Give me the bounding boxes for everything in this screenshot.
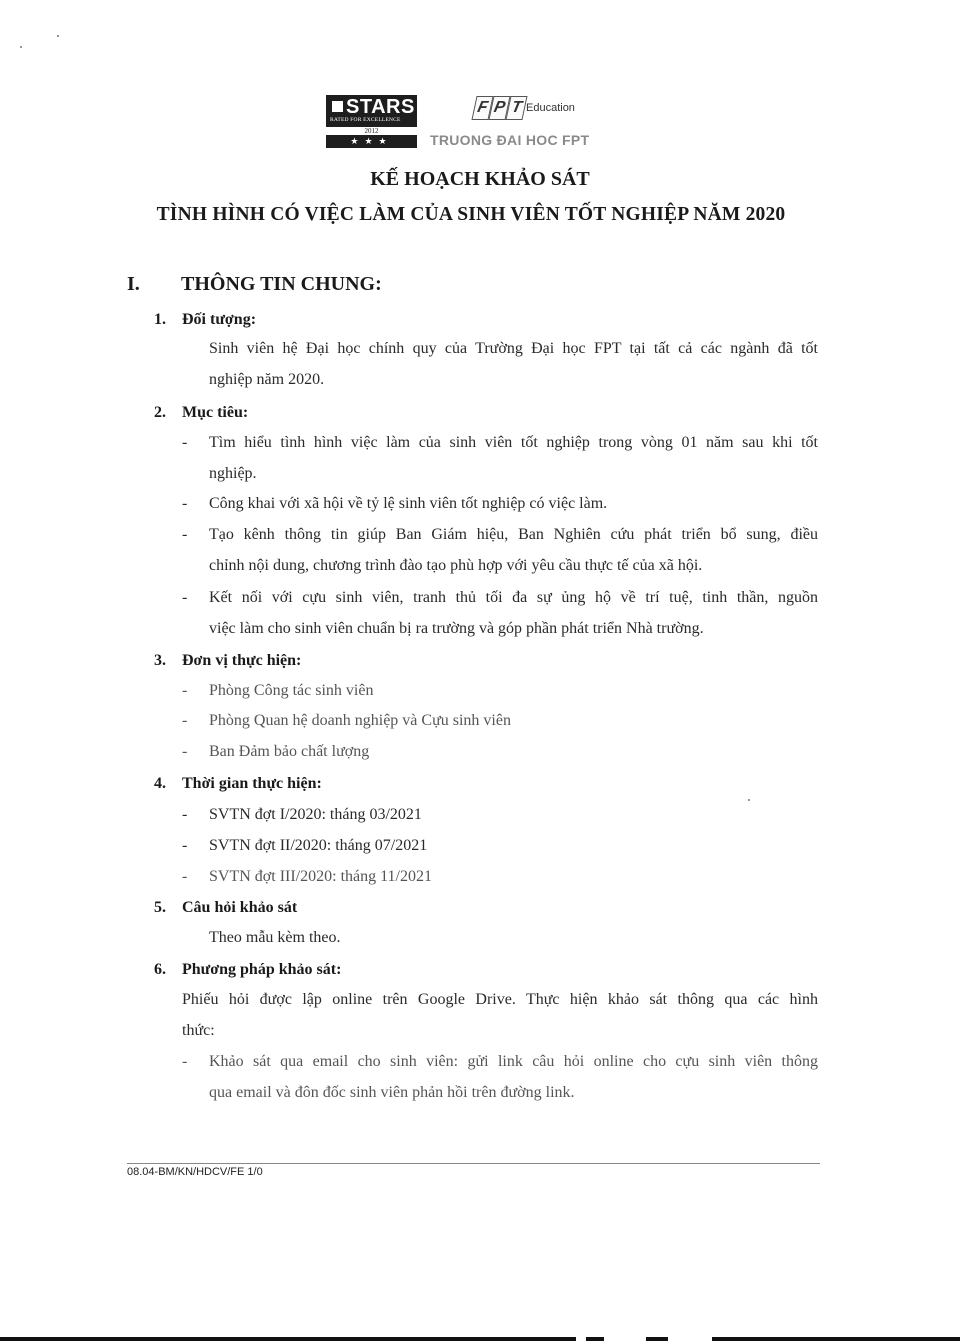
scan-speck bbox=[748, 799, 750, 801]
bullet-dash: - bbox=[182, 868, 188, 885]
unit-item: Phòng Quan hệ doanh nghiệp và Cựu sinh viên bbox=[209, 712, 511, 729]
target-text-line: Sinh viên hệ Đại học chính quy của Trường Đại học FPT tại tất cả các ngành đã tốt bbox=[209, 340, 818, 357]
fpt-letter-t: T bbox=[505, 96, 527, 120]
item-number-2: 2. bbox=[154, 404, 166, 421]
stars-year: 2012 bbox=[364, 127, 379, 135]
schedule-item: SVTN đợt I/2020: tháng 03/2021 bbox=[209, 806, 422, 823]
objective-line: Kết nối với cựu sinh viên, tranh thủ tối đa sự ủng hộ về trí tuệ, tinh thần, nguồn bbox=[209, 589, 818, 606]
objective-line: việc làm cho sinh viên chuẩn bị ra trường và góp phần phát triển Nhà trường. bbox=[209, 620, 704, 637]
section-heading: THÔNG TIN CHUNG: bbox=[181, 273, 382, 295]
method-bullet-line: qua email và đôn đốc sinh viên phản hồi trên đường link. bbox=[209, 1084, 575, 1101]
bullet-dash: - bbox=[182, 526, 188, 543]
section-number: I. bbox=[127, 273, 140, 295]
scan-speck bbox=[20, 46, 22, 48]
bullet-dash: - bbox=[182, 743, 188, 760]
document-subtitle: TÌNH HÌNH CÓ VIỆC LÀM CỦA SINH VIÊN TỐT NGHIỆP NĂM 2020 bbox=[156, 204, 786, 225]
item-heading-target: Đối tượng: bbox=[182, 311, 257, 328]
bullet-dash: - bbox=[182, 1053, 188, 1070]
scan-edge-bar bbox=[712, 1337, 960, 1341]
stars-rating-icons: ★★★ bbox=[326, 135, 417, 148]
stars-tagline: RATED FOR EXCELLENCE bbox=[330, 117, 401, 123]
university-name: TRUONG ĐAI HOC FPT bbox=[430, 132, 590, 148]
fpt-education-label: Education bbox=[526, 102, 575, 114]
bullet-dash: - bbox=[182, 806, 188, 823]
schedule-item: SVTN đợt III/2020: tháng 11/2021 bbox=[209, 868, 432, 885]
item-heading-schedule: Thời gian thực hiện: bbox=[182, 775, 322, 792]
item-number-5: 5. bbox=[154, 899, 166, 916]
scan-edge-bar bbox=[586, 1337, 604, 1341]
stars-rating-logo bbox=[326, 95, 417, 148]
bullet-dash: - bbox=[182, 495, 188, 512]
item-heading-objectives: Mục tiêu: bbox=[182, 404, 249, 421]
scan-speck bbox=[57, 35, 59, 37]
objective-line: Tìm hiểu tình hình việc làm của sinh viên tốt nghiệp trong vòng 01 năm sau khi tốt bbox=[209, 434, 818, 451]
item-number-4: 4. bbox=[154, 775, 166, 792]
stars-brand-text: STARS bbox=[332, 96, 415, 118]
fpt-logo bbox=[474, 96, 526, 120]
item-heading-method: Phương pháp khảo sát: bbox=[182, 961, 342, 978]
method-bullet-line: Khảo sát qua email cho sinh viên: gửi link câu hỏi online cho cựu sinh viên thông bbox=[209, 1053, 818, 1070]
item-heading-units: Đơn vị thực hiện: bbox=[182, 652, 302, 669]
fpt-letter-f: F bbox=[471, 96, 493, 120]
method-text-line: Phiếu hỏi được lập online trên Google Drive. Thực hiện khảo sát thông qua các hình bbox=[182, 991, 818, 1008]
unit-item: Phòng Công tác sinh viên bbox=[209, 682, 374, 699]
document-title: KẾ HOẠCH KHẢO SÁT bbox=[370, 168, 590, 190]
bullet-dash: - bbox=[182, 434, 188, 451]
bullet-dash: - bbox=[182, 589, 188, 606]
objective-line: nghiệp. bbox=[209, 465, 257, 482]
method-text-line: thức: bbox=[182, 1022, 215, 1039]
footer-divider bbox=[127, 1163, 820, 1164]
target-text-line: nghiệp năm 2020. bbox=[209, 371, 325, 388]
item-number-1: 1. bbox=[154, 311, 166, 328]
form-code: 08.04-BM/KN/HDCV/FE 1/0 bbox=[127, 1166, 263, 1178]
questionnaire-text: Theo mẫu kèm theo. bbox=[209, 929, 341, 946]
scan-edge-bar bbox=[646, 1337, 668, 1341]
objective-line: Tạo kênh thông tin giúp Ban Giám hiệu, Ban Nghiên cứu phát triển bổ sung, điều bbox=[209, 526, 818, 543]
objective-line: Công khai với xã hội về tỷ lệ sinh viên tốt nghiệp có việc làm. bbox=[209, 495, 608, 512]
bullet-dash: - bbox=[182, 712, 188, 729]
item-number-3: 3. bbox=[154, 652, 166, 669]
fpt-letter-p: P bbox=[488, 96, 510, 120]
bullet-dash: - bbox=[182, 682, 188, 699]
schedule-item: SVTN đợt II/2020: tháng 07/2021 bbox=[209, 837, 428, 854]
stars-logo-top bbox=[326, 95, 417, 127]
scan-edge-bar bbox=[0, 1337, 576, 1341]
unit-item: Ban Đảm bảo chất lượng bbox=[209, 743, 370, 760]
item-heading-questionnaire: Câu hỏi khảo sát bbox=[182, 899, 298, 916]
item-number-6: 6. bbox=[154, 961, 166, 978]
objective-line: chỉnh nội dung, chương trình đào tạo phù hợp với yêu cầu thực tế của xã hội. bbox=[209, 557, 703, 574]
bullet-dash: - bbox=[182, 837, 188, 854]
